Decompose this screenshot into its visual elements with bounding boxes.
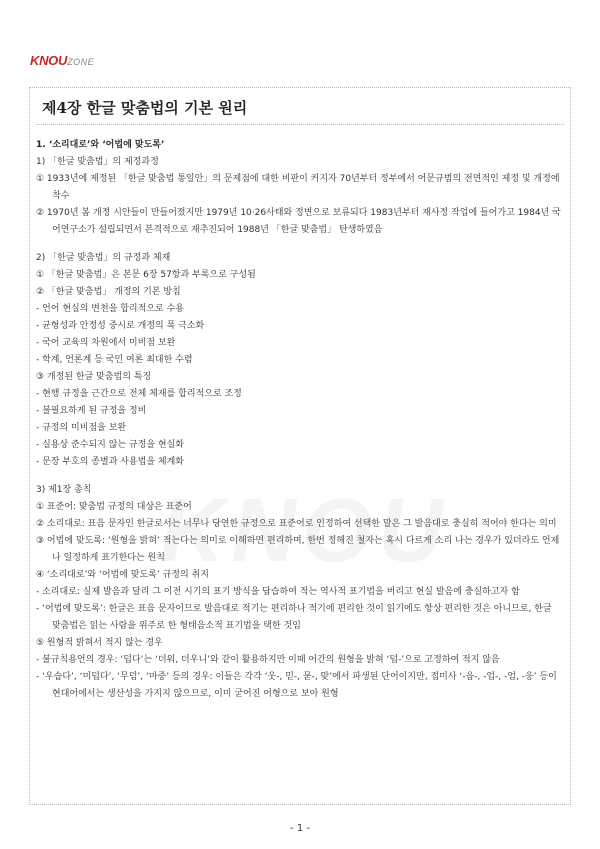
list-item: ⑤ 원형적 밝혀서 적지 않는 경우 (36, 638, 163, 648)
bullet-item: - ‘어법에 맞도록’: 한글은 표음 문자이므로 발음대로 적기는 편리하나 적기에 편리한 것이 읽기에도 항상 편리한 것은 아니므로, 한글 맞춤법은 읽는 사람을 위주로 한 형태음소적 표기법을 택한 것임 (36, 604, 552, 631)
bullet-item: - 현행 규정을 근간으로 전체 체재를 합리적으로 조정 (36, 389, 242, 399)
list-item: ① 표준어: 맞춤법 규정의 대상은 표준어 (36, 502, 192, 512)
list-item: ③ 어법에 맞도록: ‘원형을 밝혀’ 적는다는 의미로 이해하면 편리하며, 한번 정해진 철자는 혹시 다르게 소리 나는 경우가 있더라도 언제나 일정하게 표기한다는 원칙 (36, 536, 560, 563)
document-body (36, 137, 561, 703)
bullet-item: - 실용상 준수되지 않는 규정을 현실화 (36, 440, 184, 450)
bullet-item: - 불필요하게 된 규정을 정비 (36, 406, 147, 416)
bullet-item: - ‘우습다’, ‘미덥다’, ‘무덤’, ‘마중’ 등의 경우: 이들은 각각 ‘웃-, 믿-, 묻-, 맞’에서 파생된 단어이지만, 접미사 ‘-읍-, -업-, -엄, -웅’ 등이 현대어에서는 생산성을 가지지 않으므로, 이미 굳어진 어형으로 보아 원형 (36, 672, 557, 699)
subsection-heading: 1) 「한글 맞춤법」의 제정과정 (36, 157, 159, 167)
list-item: ② 소리대로: 표음 문자인 한글로서는 너무나 당연한 규정으로 표준어로 인정하여 선택한 말은 그 발음대로 충실히 적어야 한다는 의미 (36, 519, 557, 529)
bullet-item: - 학계, 언론계 등 국민 여론 최대한 수렴 (36, 355, 193, 365)
list-item: ② 「한글 맞춤법」 개정의 기본 방침 (36, 287, 181, 297)
list-item: ② 1970년 봄 개정 시안들이 만들어졌지만 1979년 10·26사태와 정변으로 보류되다 1983년부터 재사정 작업에 들어가고 1984년 국어연구소가 설립되면서 본격적으로 재추진되어 1988년 「한글 맞춤법」 탄생하였음 (36, 208, 561, 235)
subsection-heading: 2) 「한글 맞춤법」의 규정과 체재 (36, 253, 171, 263)
section-heading: 1. ‘소리대로’와 ‘어법에 맞도록’ (36, 140, 165, 150)
logo-sub-text: ZONE (67, 57, 95, 67)
subsection-heading: 3) 제1장 총칙 (36, 485, 92, 495)
list-item: ③ 개정된 한글 맞춤법의 특징 (36, 372, 152, 382)
logo-main-text: KNOU (30, 53, 68, 68)
bullet-item: - 언어 현실의 변천을 합리적으로 수용 (36, 304, 184, 314)
list-item: ① 「한글 맞춤법」은 본문 6장 57항과 부록으로 구성됨 (36, 270, 256, 280)
bullet-item: - 국어 교육의 차원에서 미비점 보완 (36, 338, 176, 348)
title-divider (36, 124, 564, 125)
page-number: - 1 - (290, 823, 310, 834)
bullet-item: - 균형성과 안정성 중시로 개정의 폭 극소화 (36, 321, 205, 331)
bullet-item: - 소리대로: 실제 발음과 달리 그 이전 시기의 표기 방식을 답습하여 적는 역사적 표기법을 버리고 현실 발음에 충실하고자 함 (36, 587, 520, 597)
list-item: ④ ‘소리대로’와 ‘어법에 맞도록’ 규정의 취지 (36, 570, 209, 580)
bullet-item: - 규정의 미비점을 보완 (36, 423, 127, 433)
bullet-item: - 불규칙용언의 경우: ‘덥다’는 ‘더워, 더우니’와 같이 활용하지만 이때 어간의 원형을 밝혀 ‘덥-’으로 고정하여 적지 않음 (36, 655, 500, 665)
chapter-title: 제4장 한글 맞춤법의 기본 원리 (42, 99, 248, 117)
list-item: ① 1933년에 제정된 「한글 맞춤법 통일안」의 문제점에 대한 비판이 커지자 70년부터 정부에서 어문규범의 전면적인 제정 및 개정에 착수 (36, 174, 560, 201)
bullet-item: - 문장 부호의 종별과 사용법을 체계화 (36, 457, 184, 467)
knou-zone-logo (30, 53, 94, 68)
